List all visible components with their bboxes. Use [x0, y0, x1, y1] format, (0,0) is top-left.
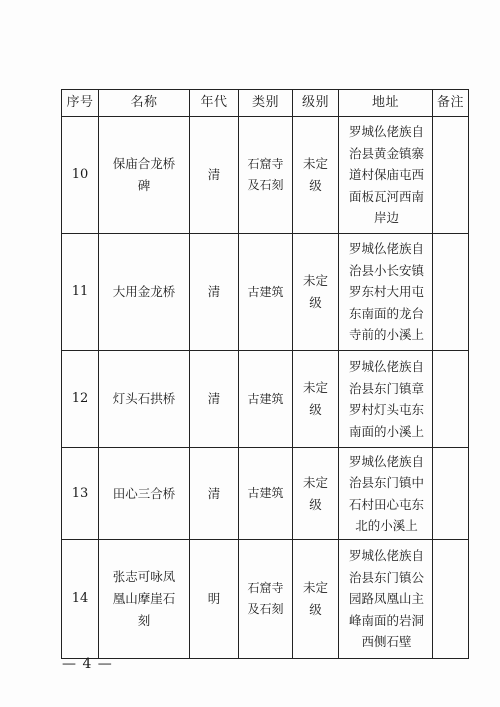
- header-era: 年代: [190, 90, 239, 117]
- cell-seq: 13: [62, 448, 99, 540]
- header-name: 名称: [99, 90, 190, 117]
- cell-seq: 12: [62, 351, 99, 448]
- cell-level: 未定 级: [293, 540, 339, 659]
- cell-note: [433, 351, 469, 448]
- cell-category: 古建筑: [239, 234, 293, 351]
- cell-era: 清: [190, 234, 239, 351]
- cell-era: 清: [190, 448, 239, 540]
- table-row: [62, 540, 469, 659]
- cell-era: 清: [190, 351, 239, 448]
- cell-note: [433, 117, 469, 234]
- header-level: 级别: [293, 90, 339, 117]
- cell-era: 清: [190, 117, 239, 234]
- cell-address: 罗城仫佬族自 治县东门镇公 园路凤凰山主 峰南面的岩洞 西侧石壁: [339, 540, 433, 659]
- table-row: [62, 448, 469, 540]
- cell-note: [433, 234, 469, 351]
- cell-name: 灯头石拱桥: [99, 351, 190, 448]
- cell-category: 古建筑: [239, 448, 293, 540]
- cell-category: 石窟寺 及石刻: [239, 117, 293, 234]
- cell-address: 罗城仫佬族自 治县东门镇中 石村田心屯东 北的小溪上: [339, 448, 433, 540]
- header-category: 类别: [239, 90, 293, 117]
- cell-level: 未定 级: [293, 117, 339, 234]
- table-row: [62, 117, 469, 234]
- header-note: 备注: [433, 90, 469, 117]
- cell-address: 罗城仫佬族自 治县小长安镇 罗东村大用屯 东南面的龙台 寺前的小溪上: [339, 234, 433, 351]
- cell-level: 未定 级: [293, 351, 339, 448]
- cell-name: 保庙合龙桥 碑: [99, 117, 190, 234]
- cell-level: 未定 级: [293, 448, 339, 540]
- cell-name: 大用金龙桥: [99, 234, 190, 351]
- cell-address: 罗城仫佬族自 治县东门镇章 罗村灯头屯东 南面的小溪上: [339, 351, 433, 448]
- cell-name: 田心三合桥: [99, 448, 190, 540]
- table-row: [62, 234, 469, 351]
- cell-note: [433, 540, 469, 659]
- heritage-sites-table: [61, 89, 469, 659]
- table-row: [62, 351, 469, 448]
- header-seq: 序号: [62, 90, 99, 117]
- cell-address: 罗城仫佬族自 治县黄金镇寨 道村保庙屯西 面板瓦河西南 岸边: [339, 117, 433, 234]
- cell-seq: 10: [62, 117, 99, 234]
- cell-level: 未定 级: [293, 234, 339, 351]
- cell-name: 张志可咏凤 凰山摩崖石 刻: [99, 540, 190, 659]
- header-address: 地址: [339, 90, 433, 117]
- page-number: — 4 —: [62, 656, 113, 672]
- cell-seq: 11: [62, 234, 99, 351]
- cell-era: 明: [190, 540, 239, 659]
- cell-category: 石窟寺 及石刻: [239, 540, 293, 659]
- cell-category: 古建筑: [239, 351, 293, 448]
- table-header-row: [62, 90, 469, 117]
- cell-seq: 14: [62, 540, 99, 659]
- cell-note: [433, 448, 469, 540]
